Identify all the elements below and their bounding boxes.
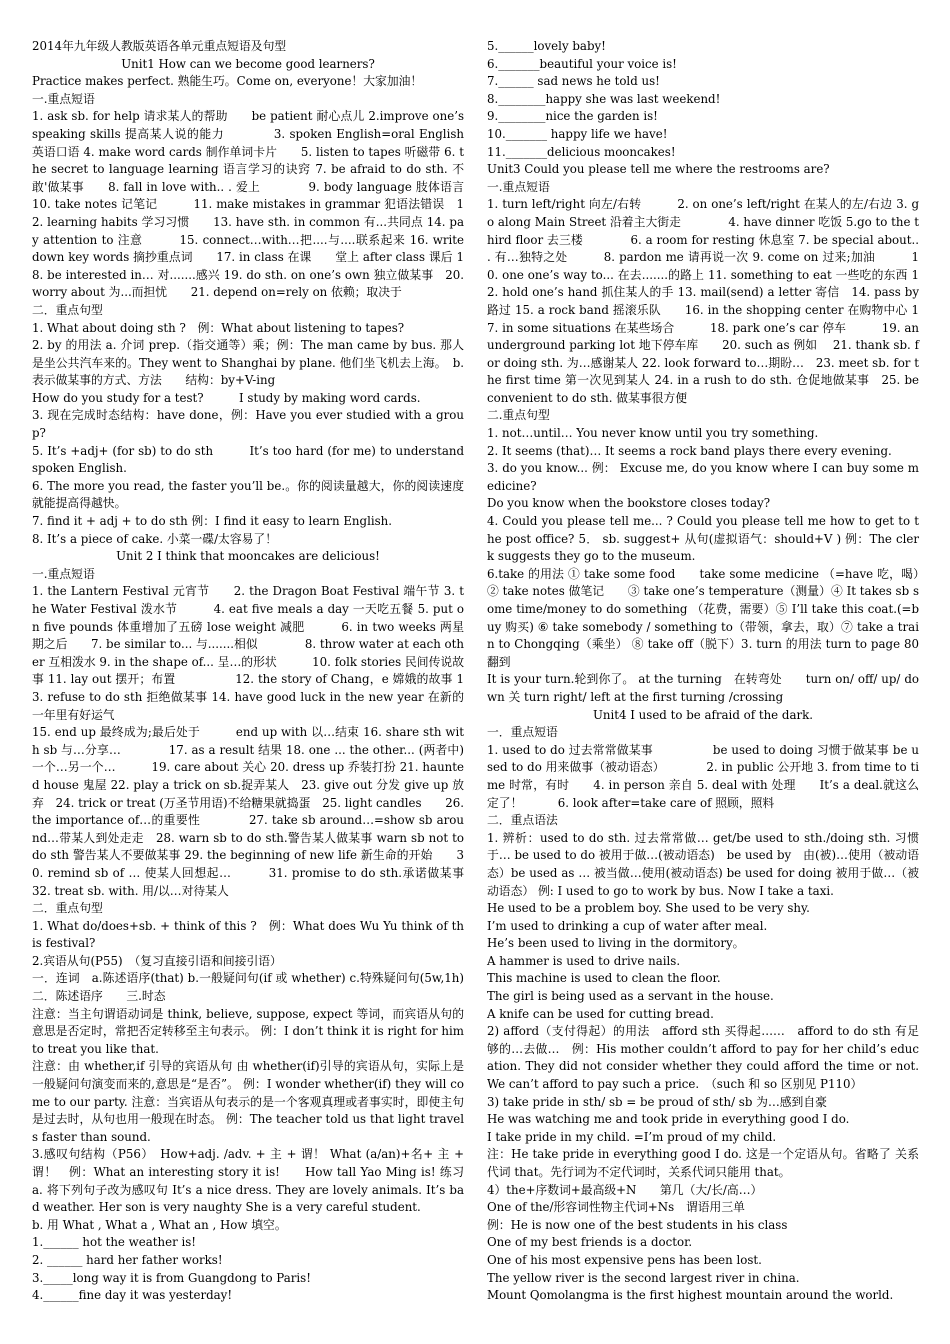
- unit4-grammar-1-example-1: He used to be a problem boy. She used to be very shy.: [487, 901, 810, 916]
- unit2-title: Unit 2 I think that mooncakes are delicious!: [116, 549, 380, 564]
- unit2-sentence-2-points: 一．连词 a.陈述语序(that) b.一般疑问句(if 或 whether) c.特殊疑问句(5w,1h)二．陈述语序 三.时态: [32, 971, 464, 1004]
- unit4-grammar-1-example-3: He’s been used to living in the dormitory。: [487, 936, 745, 951]
- unit3-sentences-heading: 二.重点句型: [487, 408, 550, 423]
- unit3-sentence-3-example: Do you know when the bookstore closes today?: [487, 496, 771, 511]
- left-column: [32, 38, 488, 1338]
- unit4-grammar-3-example-1: He was watching me and took pride in everything good I do.: [487, 1112, 850, 1127]
- exercise-blank-5: 5.______lovely baby!: [487, 39, 606, 53]
- unit3-sentence-3: 3. do you know... 例： Excuse me, do you know where I can buy some medicine?: [487, 461, 919, 493]
- unit4-grammar-1-example-6: The girl is being used as a servant in the house.: [487, 989, 774, 1004]
- unit4-grammar-4-example-2: One of his most expensive pens has been lost.: [487, 1252, 762, 1267]
- unit1-title: Unit1 How can we become good learners?: [121, 56, 375, 71]
- exercise-blank-2: 2. ______ hard her father works!: [32, 1252, 223, 1267]
- unit3-sentence-4: 4. Could you please tell me... ? Could you please tell me how to get to the post office? 5． sb. suggest+ 从句(虚拟语气：should+V ) 例：The clerk suggests they go to the museum.: [487, 514, 919, 564]
- unit4-grammar-4-rule: One of the/形容词性物主代词+Ns 谓语用三单: [487, 1200, 745, 1215]
- unit1-phrases: 1. ask sb. for help 请求某人的帮助 be patient 耐心点儿 2.improve one’s speaking skills 提高某人说的能力 3. spoken English=oral English 英语口语 4. make word cards 制作单词卡片 5. listen to tapes 听磁带 6. the secret to language learning 语言学习的诀窍 7. be afraid to do sth. 不敢'做某事 8. fall in love with.. . 爱上 9. body language 肢体语言 10. take notes 记笔记 11. make mistakes in grammar 犯语法错误 12. learning habits 学习习惯 13. have sth. in common 有...共同点 14. pay attention to 注意 15. connect…with…把....与....联系起来 16. write down key words 摘抄重点词 17. in class 在课 堂上 after class 课后 18. be interested in… 对.......感兴 19. do sth. on one’s own 独立做某事 20. worry about 为...而担忧 21. depend on=rely on 依赖；取决于: [32, 109, 488, 300]
- unit4-grammar-4-example-4: Mount Qomolangma is the first highest mountain around the world.: [487, 1288, 894, 1303]
- unit1-sentence-7: 7. find it + adj + to do sth 例：I find it easy to learn English.: [32, 514, 393, 529]
- exercise-blank-10: 10._______ happy life we have!: [487, 126, 668, 141]
- unit2-sentence-2-note-1: 注意：当主句谓语动词是 think, believe, suppose, expect 等词，而宾语从句的意思是否定时，常把否定转移至主句表示。 例：I don’t think it is right for him to treat you like that.: [32, 1006, 464, 1056]
- exercise-blank-6: 6._______beautiful your voice is!: [487, 56, 677, 71]
- unit4-grammar-4-example-0: 例：He is now one of the best students in his class: [487, 1217, 788, 1232]
- exercise-blank-1: 1.______ hot the weather is!: [32, 1235, 197, 1250]
- unit2-sentence-2-note-2: 注意：由 whether,if 引导的宾语从句 由 whether(if)引导的宾语从句，实际上是一般疑问句演变而来的,意思是“是否”。 例：I wonder whether(if) they will come to our party. 注意：当宾语从句表示的是一个客观真理或者事实时，即使主句是过去时，从句也用一般现在时态。 例：The teacher told us that light travels faster than sound.: [32, 1059, 464, 1144]
- unit3-sentence-2: 2. It seems (that)… It seems a rock band plays there every evening.: [487, 443, 892, 458]
- unit4-grammar-4-example-1: One of my best friends is a doctor.: [487, 1235, 693, 1250]
- unit4-grammar-1-example-5: This machine is used to clean the floor.: [487, 971, 721, 986]
- unit4-grammar-2: 2) afford（支付得起）的用法 afford sth 买得起…… afford to do sth 有足够的…去做… 例：His mother couldn’t afford to pay for her child’s education. They did not consider whether they could afford the time or not. We can’t afford to pay such a price. （such 和 so 区别见 P110）: [487, 1024, 919, 1092]
- exercise-blank-9: 9.________nice the garden is!: [487, 109, 658, 124]
- unit4-grammar-heading: 二．重点语法: [487, 813, 558, 828]
- unit4-grammar-1-example-2: I’m used to drinking a cup of water after meal.: [487, 918, 768, 933]
- unit1-sentence-8: 8. It’s a piece of cake. 小菜一碟/太容易了！: [32, 531, 278, 546]
- document-title: 2014年九年级人教版英语各单元重点短语及句型: [32, 39, 287, 53]
- unit1-phrases-heading: 一.重点短语: [32, 91, 95, 106]
- unit2-phrases: 1. the Lantern Festival 元宵节 2. the Dragon Boat Festival 端午节 3. the Water Festival 泼水节 4. eat five meals a day 一天吃五餐 5. put on five pounds 体重增加了五磅 lose weight 减肥 6. in two weeks 两星期之后 7. be similar to... 与.......相似 8. throw water at each other 互相泼水 9. in the shape of... 呈…的形状 10. folk stories 民间传说故事 11. lay out 摆开；布置 12. the story of Chang，e 嫦娥的故事 13. refuse to do sth 拒绝做某事 14. have good luck in the new year 在新的一年里有好运气: [32, 584, 464, 722]
- unit2-sentences-heading: 二．重点句型: [32, 901, 103, 916]
- exercise-blank-4: 4.______fine day it was yesterday!: [32, 1288, 233, 1303]
- unit4-grammar-3-note: 注：He take pride in everything good I do. 这是一个定语从句。省略了 关系代词 that。先行词为不定代词时，关系代词只能用 that。: [487, 1147, 919, 1179]
- unit1-sentence-6: 6. The more you read, the faster you’ll be.。你的阅读量越大，你的阅读速度就能提高得越快。: [32, 478, 464, 511]
- unit3-sentence-6: 6.take 的用法 ① take some food take some medicine （=have 吃，喝）② take notes 做笔记 ③ take one’s temperature（测量）④ It takes sb some time/money to do something （花费，需要）⑤ I’ll take this coat.(=buy 购买) ⑥ take somebody / something to（带领，拿去，取）⑦ take a train to Chongqing（乘坐） ⑧ take off（脱下）3. turn 的用法 turn to page 80 翻到: [487, 566, 919, 669]
- exercise-blank-3: 3._____long way it is from Guangdong to Paris!: [32, 1270, 311, 1285]
- unit4-title: Unit4 I used to be afraid of the dark.: [592, 707, 814, 722]
- unit4-grammar-3-example-2: I take pride in my child. =I’m proud of my child.: [487, 1129, 777, 1144]
- unit2-sentence-1: 1. What do/does+sb. + think of this ? 例：What does Wu Yu think of this festival?: [32, 918, 464, 951]
- unit1-sentence-2: 2. by 的用法 a. 介词 prep.（指交通等）乘；例：The man came by bus. 那人是坐公共汽车来的。They went to Shanghai by plane. 他们坐飞机去上海。 b. 表示做某事的方式、方法 结构：by+V-ing: [32, 338, 464, 388]
- exercise-blank-7: 7.______ sad news he told us!: [487, 74, 660, 89]
- unit1-sentence-3: 3. 现在完成时态结构：have done，例：Have you ever studied with a group?: [32, 408, 464, 441]
- unit4-grammar-3: 3) take pride in sth/ sb = be proud of sth/ sb 为…感到自豪: [487, 1094, 827, 1109]
- unit1-sentence-1: 1. What about doing sth ? 例：What about listening to tapes?: [32, 320, 405, 335]
- unit4-phrases: 1. used to do 过去常常做某事 be used to doing 习惯于做某事 be used to do 用来做事（被动语态） 2. in public 公开地 3. from time to time 时常，有时 4. in person 亲自 5. deal with 处理 It’s a deal.就这么定了！ 6. look after=take care of 照顾，照料: [487, 742, 919, 810]
- unit2-sentence-3-exercise-b: b. 用 What , What a , What an , How 填空。: [32, 1217, 287, 1232]
- unit3-sentence-1: 1. not…until… You never know until you try something.: [487, 426, 819, 441]
- unit4-grammar-1: 1. 辨析：used to do sth. 过去常常做… get/be used to sth./doing sth. 习惯于… be used to do 被用于做…(被动语态) be used by 由(被)…使用（被动语态）be used as … 被当做…使用(被动语态) be used for doing 被用于做…（被动语态） 例: I used to go to work by bus. Now I take a taxi.: [487, 830, 919, 898]
- unit3-phrases: 1. turn left/right 向左/右转 2. on one’s left/right 在某人的左/右边 3. go along Main Street 沿着主大街走 4. have dinner 吃饭 5.go to the third floor 去三楼 6. a room for resting 休息室 7. be special about.. . 有…独特之处 8. pardon me 请再说一次 9. come on 过来;加油 10. one one’s way to... 在去.......的路上 11. something to eat 一些吃的东西 12. hold one’s hand 抓住某人的手 13. mail(send) a letter 寄信 14. pass by 路过 15. a rock band 摇滚乐队 16. in the shopping center 在购物中心 17. in some situations 在某些场合 18. park one’s car 停车 19. an underground parking lot 地下停车库 20. such as 例如 21. thank sb. for doing sth. 为…感谢某人 22. look forward to…期盼… 23. meet sb. for the first time 第一次见到某人 24. in a rush to do sth. 仓促地做某事 25. be convenient to do sth. 做某事很方便: [487, 197, 919, 405]
- exercise-blank-8: 8.________happy she was last weekend!: [487, 91, 721, 106]
- unit4-grammar-4-example-3: The yellow river is the second largest river in china.: [487, 1270, 800, 1285]
- unit2-sentence-3: 3.感叹句结构（P56） How+adj. /adv. + 主 + 谓！ What (a/an)+名+ 主 + 谓！ 例：What an interesting story it is! How tall Yao Ming is! 练习 a. 将下列句子改为感叹句 It’s a nice dress. They are lovely animals. It’s bad weather. Her son is very naughty She is a very careful student.: [32, 1147, 464, 1215]
- motto-line: Practice makes perfect. 熟能生巧。Come on, everyone！大家加油！: [32, 74, 423, 89]
- unit4-grammar-4: 4）the+序数词+最高级+N 第几（大/长/高…）: [487, 1182, 763, 1197]
- unit4-grammar-1-example-7: A knife can be used for cutting bread.: [487, 1006, 714, 1021]
- unit2-phrases-continued: 15. end up 最终成为;最后处于 end up with 以…结束 16. share sth with sb 与…分享… 17. as a result 结果 18. one ... the other... (两者中)一个…另一个… 19. care about 关心 20. dress up 乔装打扮 21. haunted house 鬼屋 22. play a trick on sb.捉弄某人 23. give out 分发 give up 放弃 24. trick or treat (万圣节用语)不给糖果就捣蛋 25. light candles 26. the importance of…的重要性 27. take sb around…=show sb around…带某人到处走走 28. warn sb to do sth.警告某人做某事 warn sb not to do sth 警告某人不要做某事 29. the beginning of new life 新生命的开始 30. remind sb of … 使某人回想起… 31. promise to do sth.承诺做某事 32. treat sb. with. 用/以…对待某人: [32, 725, 488, 898]
- unit3-phrases-heading: 一.重点短语: [487, 179, 550, 194]
- unit1-sentence-2-example: How do you study for a test? I study by making word cards.: [32, 390, 421, 405]
- right-column: [487, 38, 919, 1338]
- unit3-sentence-6-continued: It is your turn.轮到你了。 at the turning 在转弯处 turn on/ off/ up/ down 关 turn right/ left at the first turning /crossing: [487, 672, 919, 704]
- unit1-sentences-heading: 二．重点句型: [32, 302, 103, 317]
- exercise-blank-11: 11._______delicious mooncakes!: [487, 144, 676, 159]
- unit1-sentence-5: 5. It’s +adj+ (for sb) to do sth It’s too hard (for me) to understand spoken English.: [32, 443, 464, 476]
- unit2-sentence-2: 2.宾语从句(P55) （复习直接引语和间接引语）: [32, 953, 282, 968]
- unit4-phrases-heading: 一．重点短语: [487, 725, 558, 740]
- unit4-grammar-1-example-4: A hammer is used to drive nails.: [487, 953, 681, 968]
- unit2-phrases-heading: 一.重点短语: [32, 566, 95, 581]
- unit3-title: Unit3 Could you please tell me where the restrooms are?: [487, 162, 830, 177]
